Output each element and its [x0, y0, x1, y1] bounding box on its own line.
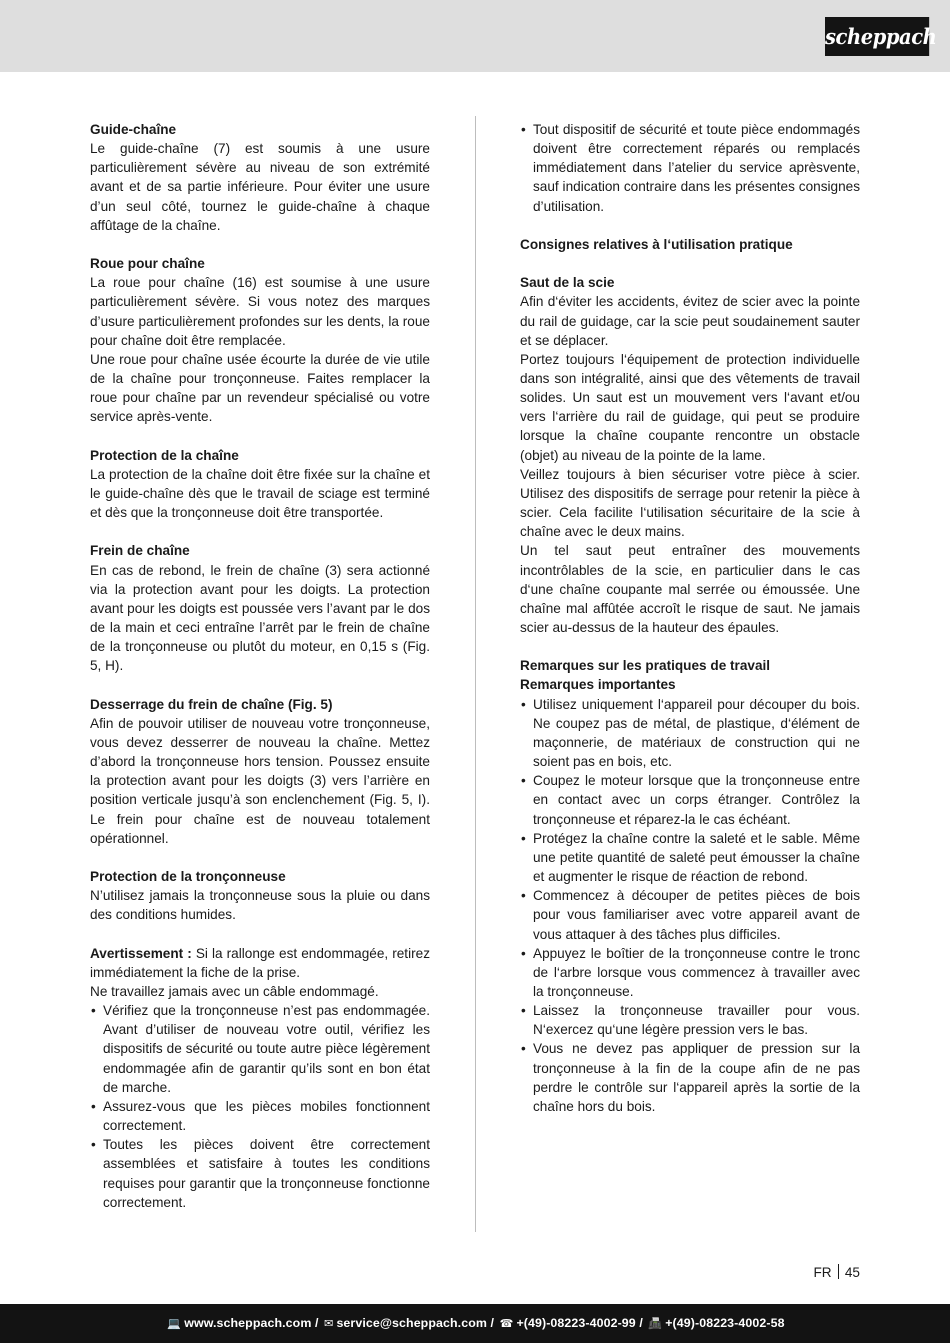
computer-icon: 💻	[167, 1318, 182, 1330]
section-heading: Consignes relatives à l‘utilisation pratique	[520, 236, 793, 252]
section-subheading: Remarques importantes	[520, 677, 676, 693]
section-text: Veillez toujours à bien sécuriser votre pièce à scier. Utilisez des dispositifs de serrage pour retenir la pièce à scier. Cela facilite l‘utilisation sécuritaire de la scie à chaîne avec le deux mains.	[520, 466, 860, 540]
section-heading: Roue pour chaîne	[90, 256, 205, 272]
section-frein-de-chaine	[90, 541, 430, 675]
fax-icon: 📠	[648, 1318, 663, 1330]
section-heading: Guide-chaîne	[90, 122, 177, 137]
right-column	[520, 120, 860, 1135]
warning-text: Si la rallonge est endommagée, retirez immédiatement la fiche de la prise.	[90, 945, 430, 980]
section-text: Un tel saut peut entraîner des mouvements incontrôlables de la scie, en particulier dans le cas d‘une chaîne coupante mal serrée ou émoussée. Une chaîne mal affûtée accroît le risque de saut. Ne jamais scier au-dessus de la hauteur des épaules.	[520, 543, 860, 636]
list-item: • Commencez à découper de petites pièces de bois pour vous familiariser avec votre appareil avant de vous attaquer à des tâches plus difficiles.	[520, 886, 860, 943]
list-item: • Protégez la chaîne contre la saleté et le sable. Même une petite quantité de saleté peut émousser la chaîne et augmenter le risque de réaction de rebond.	[520, 829, 860, 886]
section-desserrage	[90, 695, 430, 848]
section-text: La roue pour chaîne (16) est soumise à une usure particulièrement sévère. Si vous notez des marques d’usure particulièrement profondes sur les dents, la roue pour chaîne doit être remplacée.	[90, 275, 430, 348]
bullet-list	[520, 695, 860, 1116]
section-avertissement	[90, 944, 430, 1212]
page-number-value: 45	[844, 1265, 860, 1280]
section-protection-tronconneuse	[90, 867, 430, 924]
section-text: Afin d‘éviter les accidents, évitez de scier avec la pointe du rail de guidage, car la scie peut soudainement sauter et se déplacer.	[520, 294, 860, 348]
envelope-icon: ✉	[324, 1318, 334, 1330]
section-text: En cas de rebond, le frein de chaîne (3) sera actionné via la protection avant pour les doigts. La protection avant pour les doigts est poussée vers l’avant par le dos de la main et ceci entraîne l’arrêt par le frein de chaîne de la tronçonneuse ou plutôt du moteur, en 0,15 s (Fig. 5, H).	[90, 562, 430, 674]
warning-paragraph	[90, 944, 430, 982]
page-number	[813, 1264, 860, 1280]
footer-website: www.scheppach.com /	[184, 1316, 319, 1330]
section-text: Le guide-chaîne (7) est soumis à une usure particulièrement sévère au niveau de son extrémité avant et de sa partie inférieure. Pour éviter une usure d’un seul côté, tournez le guide-chaîne à chaque affûtage de la chaîne.	[90, 141, 430, 233]
section-continued-bullets	[520, 120, 860, 216]
section-heading: Desserrage du frein de chaîne (Fig. 5)	[90, 696, 333, 712]
section-heading: Saut de la scie	[520, 275, 615, 291]
column-divider	[475, 116, 476, 1232]
section-saut-de-la-scie	[520, 273, 860, 637]
section-heading: Remarques sur les pratiques de travail	[520, 658, 771, 674]
section-text: Portez toujours l‘équipement de protection individuelle dans son intégralité, ainsi que des vêtements de travail solides. Un saut est un mouvement vers l‘avant et/ou vers l‘arrière du rail de guidage, qui peut se produire lorsque la chaîne coupante rencontre un obstacle (objet) au niveau de la pointe de la lame.	[520, 351, 860, 463]
footer-phone: +(49)-08223-4002-99 /	[516, 1316, 643, 1330]
section-text: Ne travaillez jamais avec un câble endommagé.	[90, 983, 379, 999]
list-item: • Vous ne devez pas appliquer de pression sur la tronçonneuse à la fin de la coupe afin de ne pas perdre le contrôle sur l‘appareil après la sortie de la chaîne hors du bois.	[520, 1039, 860, 1116]
section-remarques	[520, 656, 860, 1116]
section-heading: Protection de la chaîne	[90, 447, 239, 463]
list-item: • Laissez la tronçonneuse travailler pour vous. N‘exercez qu‘une légère pression vers le bas.	[520, 1001, 860, 1039]
header-bar	[0, 0, 950, 72]
list-item: • Utilisez uniquement l‘appareil pour découper du bois. Ne coupez pas de métal, de plastique, d‘élément de maçonnerie, de matériaux de construction qui ne soient pas en bois, etc.	[520, 695, 860, 772]
list-item: • Tout dispositif de sécurité et toute pièce endommagés doivent être correctement réparés ou remplacés immédiatement dans l’atelier du service aprèsvente, sauf indication contraire dans les présentes consignes d’utilisation.	[520, 120, 860, 216]
section-roue-pour-chaine	[90, 254, 430, 426]
list-item: • Coupez le moteur lorsque que la tronçonneuse entre en contact avec un corps étranger. Contrôlez la tronçonneuse et réparez-la le cas échéant.	[520, 771, 860, 828]
list-item: • Assurez-vous que les pièces mobiles fonctionnent correctement.	[90, 1097, 430, 1135]
section-guide-chaine	[90, 120, 430, 235]
page-separator	[838, 1264, 839, 1279]
footer-fax: +(49)-08223-4002-58	[665, 1316, 785, 1330]
page-language: FR	[813, 1265, 832, 1280]
warning-label: Avertissement :	[90, 945, 192, 961]
left-column	[90, 120, 430, 1231]
section-text: Afin de pouvoir utiliser de nouveau votre tronçonneuse, vous devez desserrer de nouveau la chaîne. Mettez d’abord la tronçonneuse hors tension. Poussez ensuite la protection avant pour les doigts (3) vers l’arrière en position verticale jusqu’à son enclenchement (Fig. 5, I). Le frein pour chaîne est de nouveau totalement opérationnel.	[90, 715, 430, 846]
section-protection-chaine	[90, 446, 430, 523]
section-heading: Frein de chaîne	[90, 543, 190, 559]
footer-email: service@scheppach.com /	[336, 1316, 495, 1330]
section-text: N’utilisez jamais la tronçonneuse sous la pluie ou dans des conditions humides.	[90, 888, 430, 923]
section-heading: Protection de la tronçonneuse	[90, 869, 286, 885]
footer-bar	[0, 1304, 950, 1343]
list-item: • Toutes les pièces doivent être correctement assemblées et satisfaire à toutes les conditions requises pour garantir que la tronçonneuse fonctionne correctement.	[90, 1135, 430, 1212]
section-text: La protection de la chaîne doit être fixée sur la chaîne et le guide-chaîne dès que le travail de sciage est terminé et dès que la tronçonneuse doit être transportée.	[90, 466, 430, 521]
section-consignes	[520, 235, 860, 254]
scheppach-logo: scheppach	[825, 17, 929, 56]
list-item: • Vérifiez que la tronçonneuse n’est pas endommagée. Avant d’utiliser de nouveau votre outil, vérifiez les dispositifs de sécurité ou toute autre pièce légèrement endommagée afin de garantir qu’ils sont en bon état de marche.	[90, 1001, 430, 1097]
list-item: • Appuyez le boîtier de la tronçonneuse contre le tronc de l‘arbre lorsque vous commencez à travailler avec la tronçonneuse.	[520, 944, 860, 1001]
section-text: Une roue pour chaîne usée écourte la durée de vie utile de la chaîne pour tronçonneuse. Faites remplacer la roue pour chaîne par un revendeur spécialisé ou votre service après-vente.	[90, 351, 430, 425]
bullet-list	[520, 120, 860, 216]
telephone-icon: ☎	[499, 1318, 514, 1330]
bullet-list	[90, 1001, 430, 1212]
